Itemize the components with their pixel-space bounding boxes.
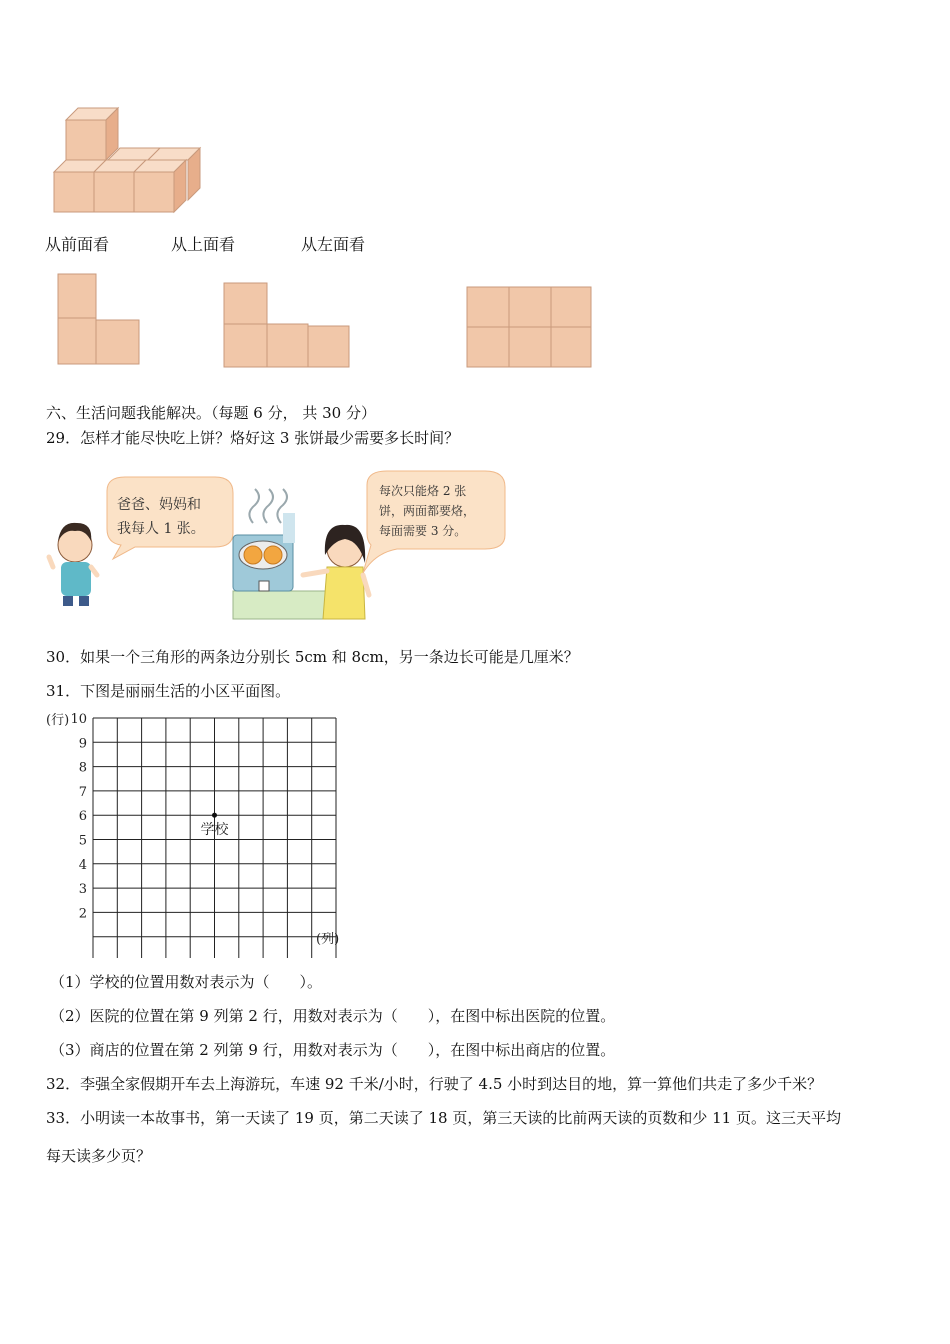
row-axis-label: (行) xyxy=(46,713,70,728)
row-tick-label: 4 xyxy=(78,857,87,873)
label-top-view: 从上面看 xyxy=(171,235,236,254)
pancake-illustration xyxy=(45,463,515,623)
row-tick-label: 2 xyxy=(78,906,87,922)
svg-text:我每人 1 张。: 我每人 1 张。 xyxy=(117,521,205,537)
coordinate-grid[interactable] xyxy=(40,708,360,958)
section-six-title: 六、生活问题我能解决。（每题 6 分， 共 30 分） xyxy=(46,404,376,422)
question-32: 32．李强全家假期开车去上海游玩，车速 92 千米/小时，行驶了 4.5 小时到达目的地，算一算他们共走了多少千米？ xyxy=(46,1075,823,1093)
row-tick-label: 8 xyxy=(78,760,87,776)
label-left-view: 从左面看 xyxy=(301,235,366,254)
row-tick-label: 7 xyxy=(78,784,87,800)
svg-text:饼，两面都要烙，: 饼，两面都要烙， xyxy=(379,504,476,518)
row-tick-label: 10 xyxy=(70,712,87,727)
row-tick-label: 3 xyxy=(78,882,87,898)
question-31: 31．下图是丽丽生活的小区平面图。 xyxy=(46,682,291,700)
view-shape-c xyxy=(464,284,596,370)
question-30: 30．如果一个三角形的两条边分别长 5cm 和 8cm，另一条边长可能是几厘米？ xyxy=(46,648,579,666)
col-axis-label: (列) xyxy=(316,932,340,947)
row-tick-label: 5 xyxy=(78,833,87,849)
question-33-line-2: 每天读多少页？ xyxy=(46,1147,152,1165)
question-31-part-3: （3）商店的位置在第 2 列第 9 行，用数对表示为（ ），在图中标出商店的位置。 xyxy=(50,1041,616,1059)
row-tick-label: 9 xyxy=(78,736,87,752)
boy-speech-bubble xyxy=(107,477,233,559)
school-label: 学校 xyxy=(200,822,229,839)
question-31-part-2: （2）医院的位置在第 9 列第 2 行，用数对表示为（ ），在图中标出医院的位置。 xyxy=(50,1007,616,1025)
mom-speech-bubble xyxy=(363,471,505,573)
school-point xyxy=(212,813,217,818)
row-tick-label: 6 xyxy=(78,809,87,825)
label-front-view: 从前面看 xyxy=(45,235,110,254)
svg-text:每面需要 3 分。: 每面需要 3 分。 xyxy=(379,524,467,538)
svg-text:爸爸、妈妈和: 爸爸、妈妈和 xyxy=(117,497,201,513)
question-29: 29．怎样才能尽快吃上饼？烙好这 3 张饼最少需要多长时间？ xyxy=(46,429,460,447)
view-shape-b xyxy=(220,280,355,370)
svg-text:每次只能烙 2 张: 每次只能烙 2 张 xyxy=(379,484,467,498)
view-shape-a xyxy=(55,272,145,368)
cube-stack-figure xyxy=(48,100,208,220)
boy-figure xyxy=(49,523,97,606)
question-33-line-1: 33．小明读一本故事书，第一天读了 19 页，第二天读了 18 页，第三天读的比前两天读的页数和少 11 页。这三天平均 xyxy=(46,1109,841,1127)
question-31-part-1: （1）学校的位置用数对表示为（ ）。 xyxy=(50,973,323,991)
